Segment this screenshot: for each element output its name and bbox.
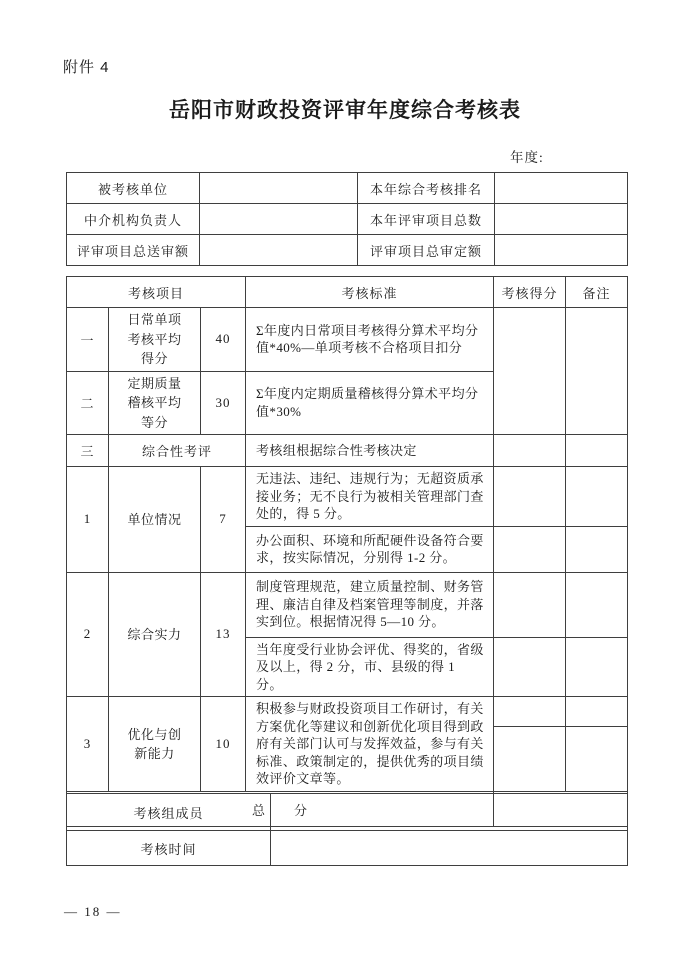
row-no: 一 [67,308,109,372]
table-row [67,308,628,372]
assessment-table [66,276,628,827]
assessed-unit-label: 被考核单位 [67,173,200,204]
assessment-team-value-cell [271,794,628,831]
remark-cell [566,467,628,527]
item-name: 日常单项考核平均得分 [109,308,201,372]
approved-amount-value-cell [495,235,628,266]
table-row [67,794,628,831]
assessment-date-value-cell [271,831,628,866]
table-row [67,235,628,266]
item-name: 综合实力 [109,572,201,697]
item-criteria: 当年度受行业协会评优、得奖的，省级及以上，得 2 分，市、县级的得 1 分。 [246,637,494,697]
approved-amount-label: 评审项目总审定额 [358,235,495,266]
item-criteria: Σ年度内定期质量稽核得分算术平均分值*30% [246,371,494,435]
item-weight: 40 [201,308,246,372]
project-count-label: 本年评审项目总数 [358,204,495,235]
table-header-row [67,277,628,308]
row-no: 1 [67,467,109,573]
header-standard: 考核标准 [246,277,494,308]
info-table [66,172,628,266]
item-criteria: 无违法、违纪、违规行为；无超资质承接业务；无不良行为被相关管理部门查处的，得 5 分。 [246,467,494,527]
item-criteria: 积极参与财政投资项目工作研讨，有关方案优化等建议和创新优化项目得到政府有关部门认可与发挥效益，参与有关标准、政策制定的，提供优秀的项目绩效评价文章等。 [246,697,494,792]
item-name: 单位情况 [109,467,201,573]
item-weight: 7 [201,467,246,573]
remark-cell [566,572,628,637]
score-cell [494,467,566,527]
score-cell [494,435,566,467]
table-row [67,467,628,527]
score-cell [494,697,566,727]
year-label: 年度: [510,150,544,165]
item-criteria: Σ年度内日常项目考核得分算术平均分值*40%—单项考核不合格项目扣分 [246,308,494,372]
score-cell [494,526,566,572]
score-cell [494,572,566,637]
submitted-amount-label: 评审项目总送审额 [67,235,200,266]
item-criteria: 制度管理规范，建立质量控制、财务管理、廉洁自律及档案管理等制度，并落实到位。根据情况得 5—10 分。 [246,572,494,637]
agency-head-label: 中介机构负责人 [67,204,200,235]
remark-cell [566,308,628,435]
attachment-label: 附件 4 [63,59,110,76]
signoff-table [66,793,628,866]
assessment-team-label: 考核组成员 [67,794,271,831]
item-criteria: 考核组根据综合性考核决定 [246,435,494,467]
header-project: 考核项目 [67,277,246,308]
header-remark: 备注 [566,277,628,308]
remark-cell [566,435,628,467]
total-score-label: 总 分 [67,792,494,827]
remark-cell [566,526,628,572]
annual-ranking-label: 本年综合考核排名 [358,173,495,204]
item-weight: 30 [201,371,246,435]
item-name: 综合性考评 [109,435,246,467]
score-cell [494,308,566,435]
remark-cell [566,697,628,727]
score-cell [494,727,566,792]
score-cell [494,637,566,697]
project-count-value-cell [495,204,628,235]
header-score: 考核得分 [494,277,566,308]
table-row [67,173,628,204]
remark-cell [566,727,628,792]
table-row [67,572,628,637]
remark-cell [566,637,628,697]
item-weight: 10 [201,697,246,792]
row-no: 2 [67,572,109,697]
submitted-amount-value-cell [200,235,358,266]
item-name: 优化与创新能力 [109,697,201,792]
row-no: 3 [67,697,109,792]
agency-head-value-cell [200,204,358,235]
table-row [67,435,628,467]
row-no: 二 [67,371,109,435]
table-row [67,204,628,235]
row-no: 三 [67,435,109,467]
page-number: — 18 — [64,904,122,919]
page-title: 岳阳市财政投资评审年度综合考核表 [169,99,521,122]
table-row [67,831,628,866]
item-weight: 13 [201,572,246,697]
assessment-date-label: 考核时间 [67,831,271,866]
annual-ranking-value-cell [495,173,628,204]
item-name: 定期质量稽核平均等分 [109,371,201,435]
item-criteria: 办公面积、环境和所配硬件设备符合要求，按实际情况，分别得 1-2 分。 [246,526,494,572]
assessed-unit-value-cell [200,173,358,204]
table-row [67,697,628,727]
